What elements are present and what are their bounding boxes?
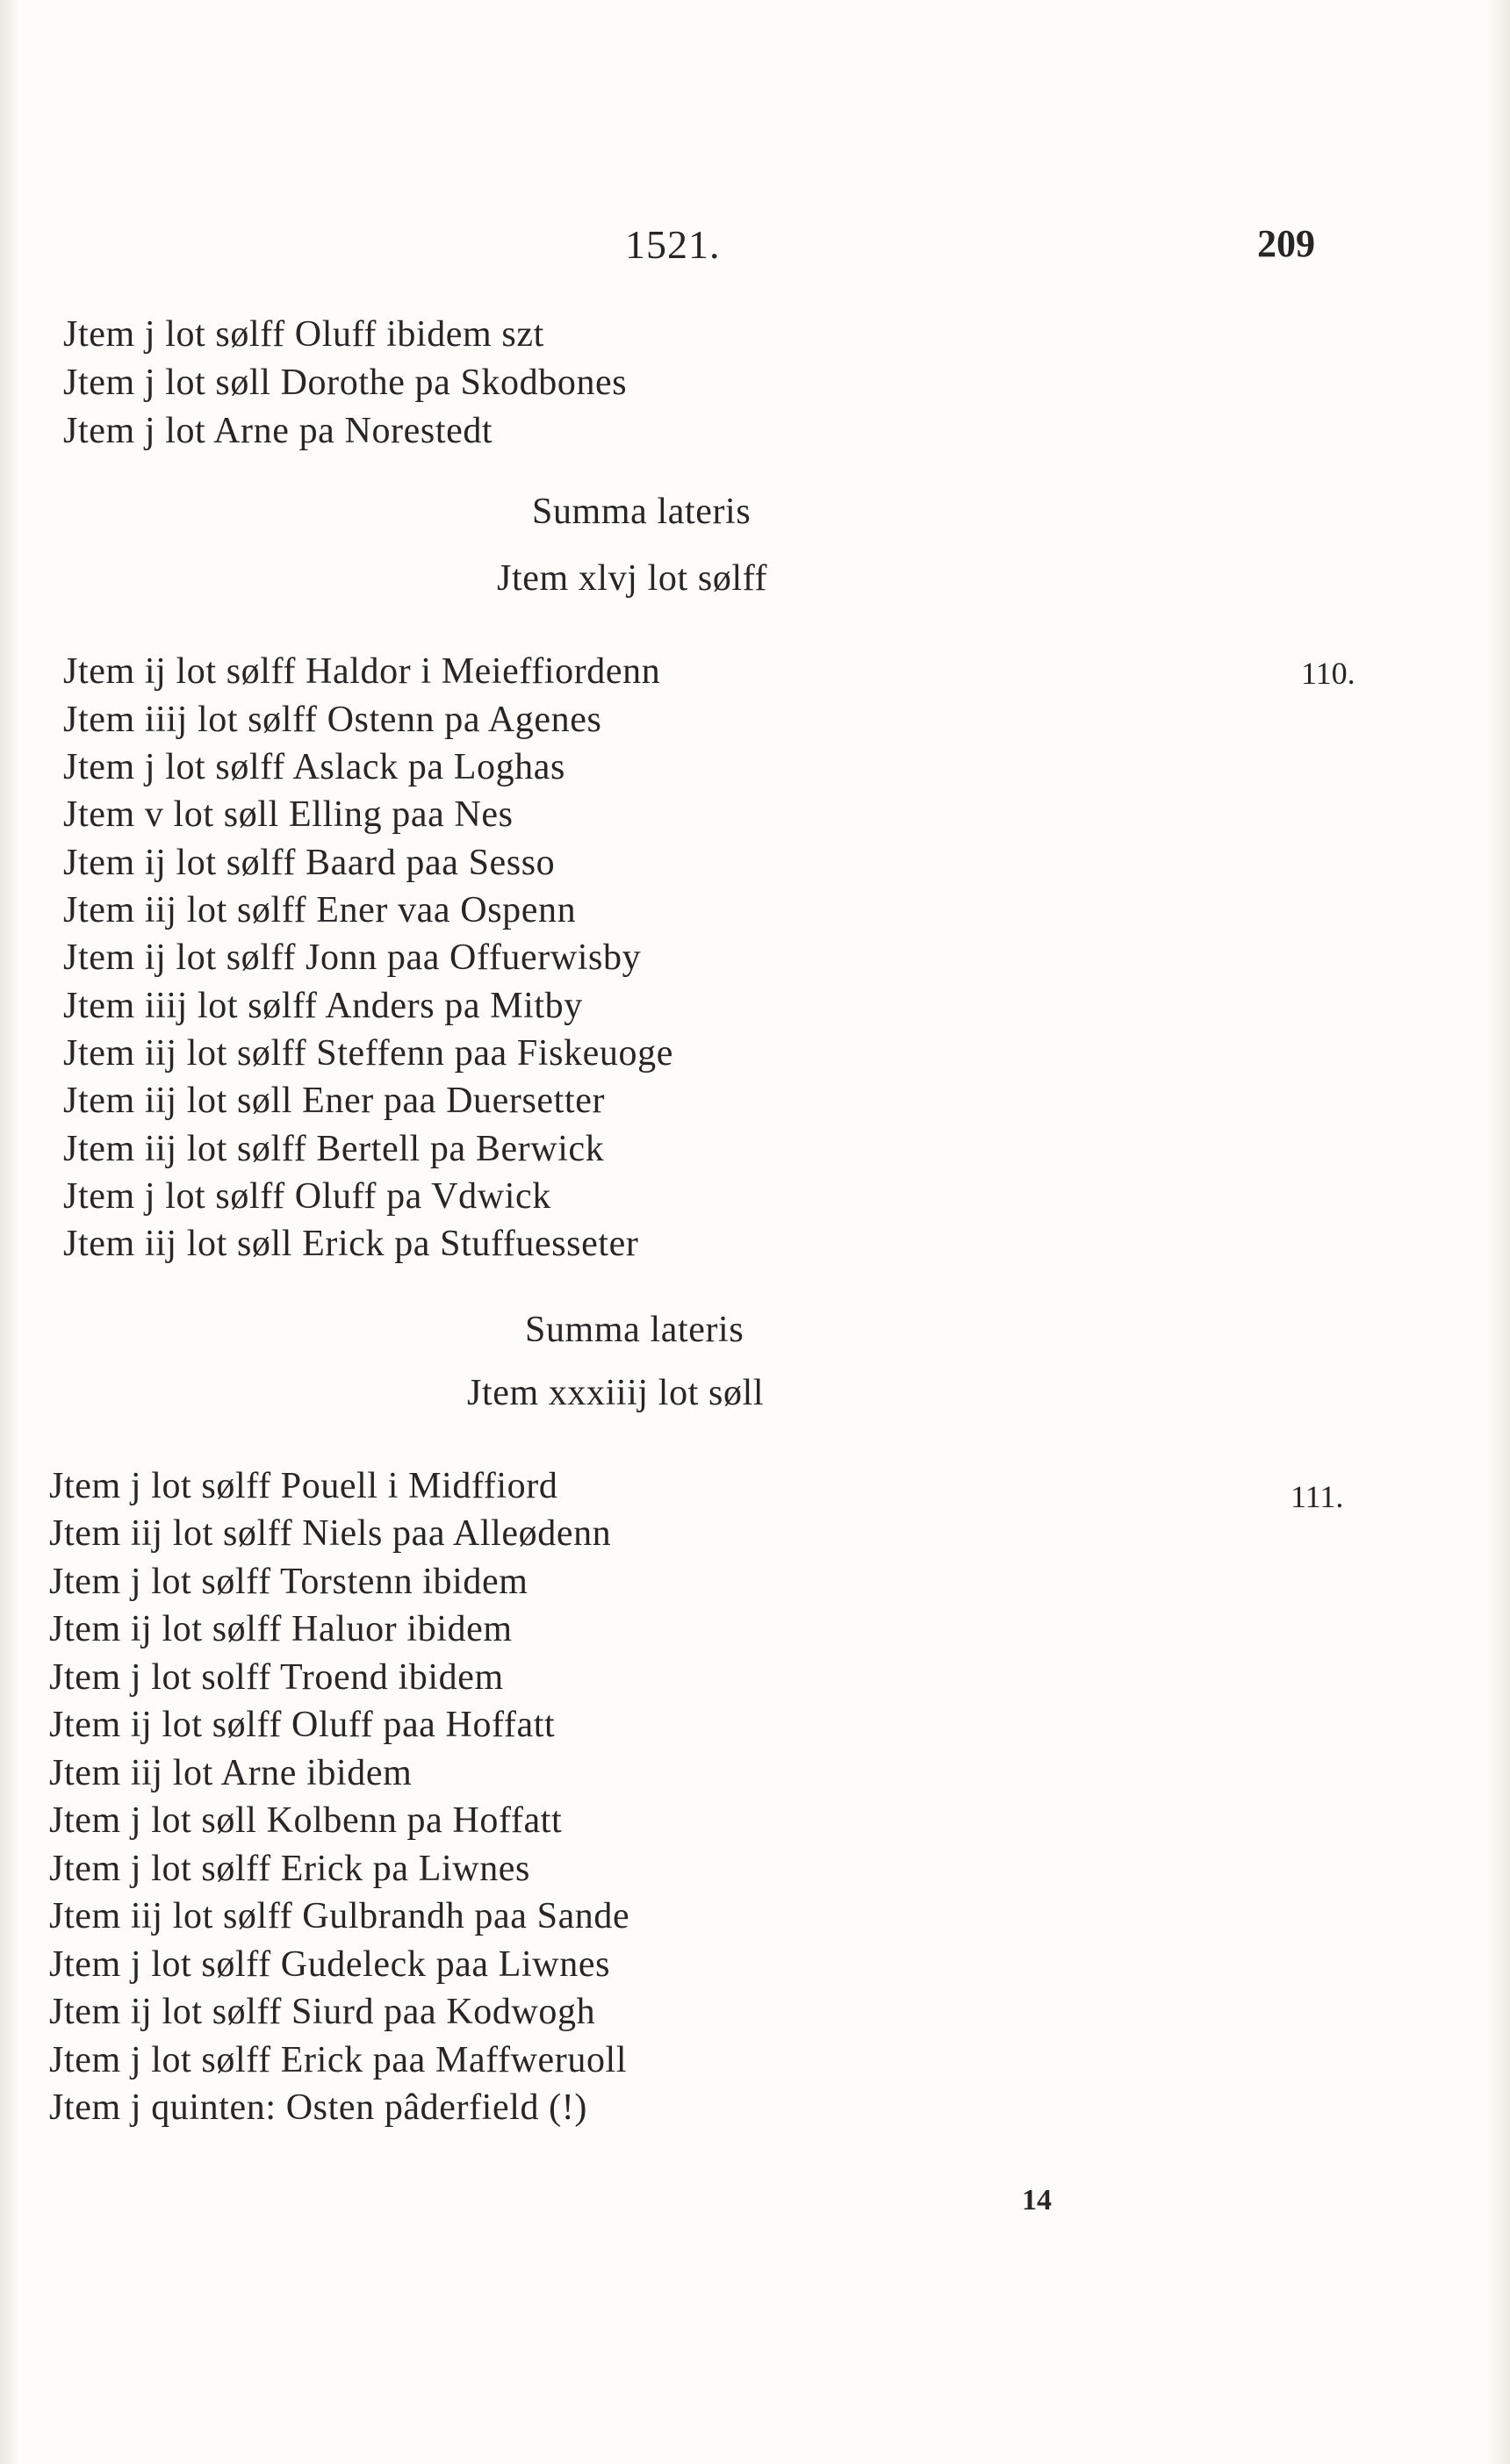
page-edge-left (0, 0, 19, 2464)
entry-line: Jtem j lot sølff Oluff ibidem szt (63, 314, 544, 355)
summa-total: Jtem xxxiiij lot søll (467, 1373, 765, 1413)
entry-line: Jtem j lot søll Kolbenn pa Hoffatt (49, 1800, 563, 1841)
entry-line: Jtem j lot søll Dorothe pa Skodbones (63, 363, 628, 403)
entry-line: Jtem j lot sølff Oluff pa Vdwick (63, 1176, 551, 1217)
entry-line: Jtem ij lot sølff Oluff paa Hoffatt (49, 1705, 556, 1745)
entry-line: Jtem j lot sølff Erick pa Liwnes (49, 1849, 530, 1889)
entry-line: Jtem ij lot sølff Haluor ibidem (49, 1609, 513, 1649)
entry-line: Jtem j lot Arne pa Norestedt (63, 411, 493, 451)
entry-line: Jtem iij lot søll Erick pa Stuffuesseter (63, 1224, 639, 1264)
entry-line: Jtem j lot sølff Aslack pa Loghas (63, 747, 565, 787)
margin-number: 110. (1301, 656, 1355, 691)
entry-line: Jtem v lot søll Elling paa Nes (63, 794, 514, 835)
entry-line: Jtem iij lot sølff Steffenn paa Fiskeuoge (63, 1033, 673, 1074)
entry-line: Jtem iij lot sølff Bertell pa Berwick (63, 1129, 605, 1169)
entry-line: Jtem j lot sølff Erick paa Maffweruoll (49, 2040, 628, 2080)
entry-line: Jtem ij lot sølff Siurd paa Kodwogh (49, 1992, 596, 2032)
summa-lateris: Summa lateris (525, 1310, 744, 1350)
entry-line: Jtem iij lot søll Ener paa Duersetter (63, 1081, 606, 1121)
entry-line: Jtem iiij lot sølff Ostenn pa Agenes (63, 700, 602, 740)
page-edge-right (1487, 0, 1510, 2464)
entry-line: Jtem iiij lot sølff Anders pa Mitby (63, 986, 583, 1026)
entry-line: Jtem j lot sølff Torstenn ibidem (49, 1562, 528, 1602)
header-year: 1521. (625, 222, 721, 267)
entry-line: Jtem j lot solff Troend ibidem (49, 1657, 504, 1698)
entry-line: Jtem ij lot sølff Jonn paa Offuerwisby (63, 937, 642, 978)
header-page-number: 209 (1257, 222, 1315, 265)
entry-line: Jtem j quinten: Osten pâderfield (!) (49, 2087, 587, 2128)
margin-number: 111. (1291, 1479, 1344, 1514)
signature-mark: 14 (1022, 2184, 1052, 2216)
summa-lateris: Summa lateris (532, 492, 751, 532)
entry-line: Jtem ij lot sølff Baard paa Sesso (63, 843, 556, 883)
entry-line: Jtem j lot sølff Pouell i Midffiord (49, 1466, 558, 1506)
entry-line: Jtem iij lot sølff Gulbrandh paa Sande (49, 1896, 630, 1936)
entry-line: Jtem iij lot sølff Ener vaa Ospenn (63, 890, 577, 930)
entry-line: Jtem ij lot sølff Haldor i Meieffiordenn (63, 651, 661, 692)
entry-line: Jtem iij lot sølff Niels paa Alleødenn (49, 1513, 612, 1554)
entry-line: Jtem iij lot Arne ibidem (49, 1753, 413, 1793)
summa-total: Jtem xlvj lot sølff (497, 558, 768, 599)
entry-line: Jtem j lot sølff Gudeleck paa Liwnes (49, 1944, 611, 1985)
